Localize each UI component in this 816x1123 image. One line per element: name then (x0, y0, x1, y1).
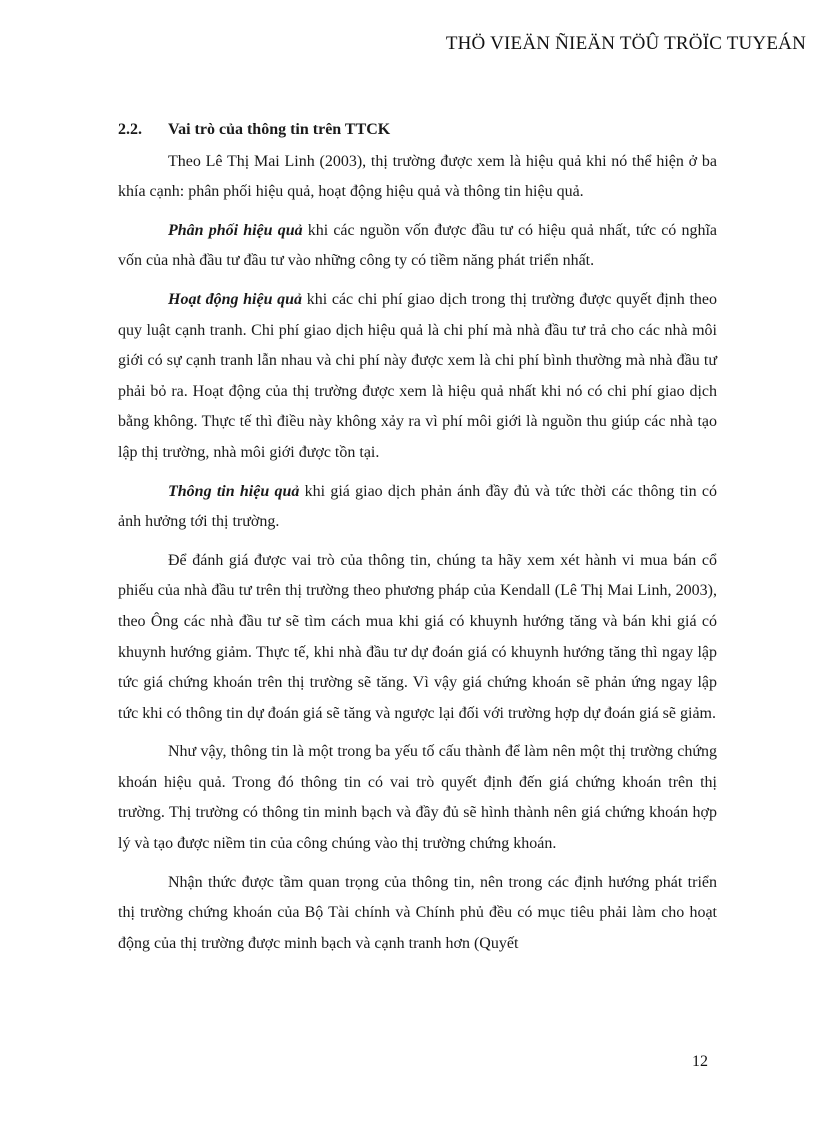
section-number: 2.2. (118, 121, 142, 138)
paragraph-text: khi giá giao dịch phản ánh đầy đủ và tức thời các thông tin có ảnh hưởng tới thị trường. (118, 482, 717, 531)
page-number: 12 (692, 1053, 708, 1070)
section-heading (118, 115, 717, 146)
paragraph-text: khi các chi phí giao dịch trong thị trường được quyết định theo quy luật cạnh tranh. Chi phí giao dịch hiệu quả là chi phí mà nhà đầu tư trả cho các nhà môi giới có sự cạnh tranh lẫn nhau và chi phí này được xem là chi phí bình thường mà nhà đầu tư phải bỏ ra. Hoạt động của thị trường được xem là hiệu quả nhất khi nó có chi phí giao dịch bằng không. Thực tế thì điều này không xảy ra vì phí môi giới là nguồn thu giúp các nhà tạo lập thị trường, nhà môi giới được tồn tại. (118, 290, 718, 461)
term-operational-efficiency: Hoạt động hiệu quả (168, 290, 303, 308)
paragraph-information-efficiency (118, 477, 717, 538)
paragraph-information-role: Như vậy, thông tin là một trong ba yếu tố cấu thành để làm nên một thị trường chứng khoán hiệu quả. Trong đó thông tin có vai trò quyết định đến giá chứng khoán trên thị trường. Thị trường có thông tin minh bạch và đầy đủ sẽ hình thành nên giá chứng khoán hợp lý và tạo được niềm tin của công chúng vào thị trường chứng khoán. (118, 743, 717, 853)
page-header-title: THÖ VIEÄN ÑIEÄN TÖÛ TRÖÏC TUYEÁN (445, 33, 806, 54)
paragraph-text: khi các nguồn vốn được đầu tư có hiệu quả nhất, tức có nghĩa vốn của nhà đầu tư đầu tư vào những công ty có tiềm năng phát triển nhất. (118, 221, 717, 270)
section-title: Vai trò của thông tin trên TTCK (168, 121, 391, 138)
paragraph-intro: Theo Lê Thị Mai Linh (2003), thị trường được xem là hiệu quả khi nó thể hiện ở ba khía cạnh: phân phối hiệu quả, hoạt động hiệu quả và thông tin hiệu quả. (118, 152, 717, 201)
paragraph-government-direction: Nhận thức được tầm quan trọng của thông tin, nên trong các định hướng phát triển thị trường chứng khoán của Bộ Tài chính và Chính phủ đều có mục tiêu phải làm cho hoạt động của thị trường được minh bạch và cạnh tranh hơn (Quyết (118, 873, 717, 952)
paragraph-kendall-method: Để đánh giá được vai trò của thông tin, chúng ta hãy xem xét hành vi mua bán cổ phiếu của nhà đầu tư trên thị trường theo phương pháp của Kendall (Lê Thị Mai Linh, 2003), theo Ông các nhà đầu tư sẽ tìm cách mua khi giá có khuynh hướng tăng và bán khi giá có khuynh hướng giảm. Thực tế, khi nhà đầu tư dự đoán giá có khuynh hướng tăng thì ngay lập tức giá chứng khoán trên thị trường sẽ tăng. Vì vậy giá chứng khoán sẽ phản ứng ngay lập tức khi có thông tin dự đoán giá sẽ tăng và ngược lại đối với trường hợp dự đoán giá sẽ giảm. (118, 551, 717, 722)
paragraph-allocation-efficiency (118, 216, 717, 277)
document-body (118, 115, 717, 967)
term-information-efficiency: Thông tin hiệu quả (168, 482, 300, 500)
paragraph-operational-efficiency (118, 285, 717, 469)
term-allocation-efficiency: Phân phối hiệu quả (168, 221, 303, 239)
